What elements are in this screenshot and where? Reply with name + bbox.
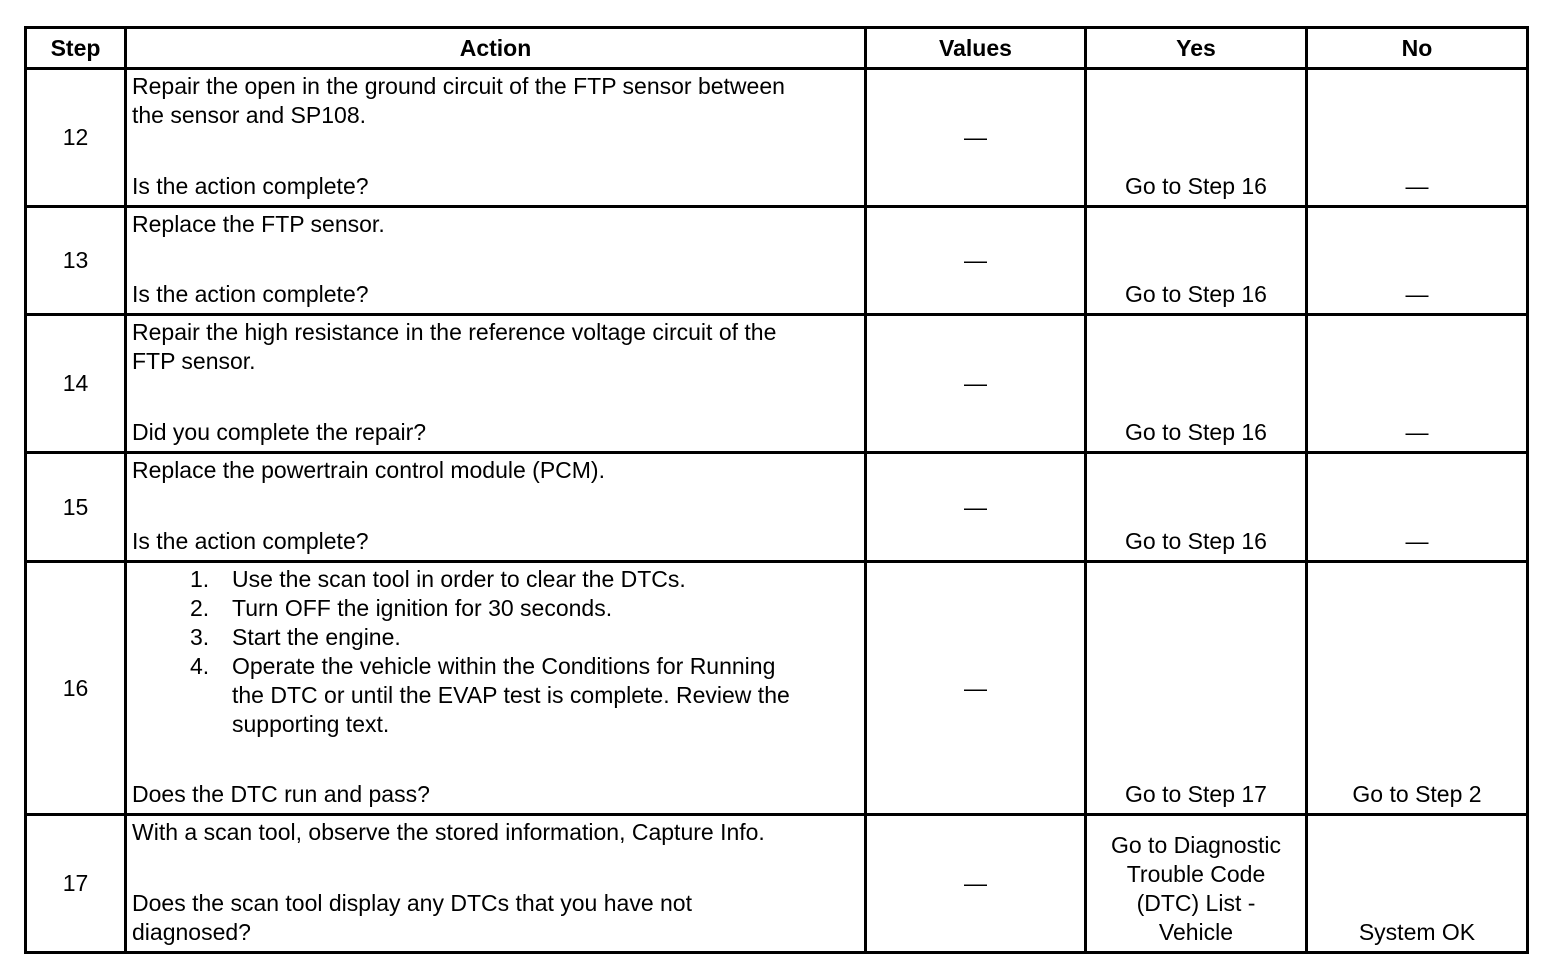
- no-cell: [1307, 207, 1528, 315]
- header-action: Action: [126, 28, 866, 69]
- yes-text: Trouble Code: [1126, 861, 1266, 887]
- step-number: 15: [26, 453, 126, 562]
- header-step: Step: [26, 28, 126, 69]
- action-cell: [126, 207, 866, 315]
- no-cell: [1307, 815, 1528, 953]
- no-text: —: [1405, 528, 1429, 554]
- list-number: 4.: [190, 653, 210, 679]
- values-cell: [866, 69, 1086, 207]
- values-dash: —: [964, 674, 987, 701]
- no-text: System OK: [1358, 919, 1476, 945]
- yes-cell: [1086, 562, 1307, 815]
- yes-cell: [1086, 69, 1307, 207]
- yes-text: Go to Step 17: [1125, 781, 1267, 807]
- values-dash: —: [964, 247, 987, 273]
- procedure-list: [132, 565, 858, 739]
- action-line: Repair the high resistance in the reference voltage circuit of the: [132, 319, 777, 345]
- values-dash: —: [964, 124, 987, 150]
- yes-text: Go to Step 16: [1125, 528, 1267, 554]
- action-question: Is the action complete?: [132, 528, 369, 554]
- list-text: the DTC or until the EVAP test is complete. Review the: [232, 682, 790, 708]
- action-cell: [126, 562, 866, 815]
- list-number: 1.: [190, 566, 210, 592]
- list-number: 3.: [190, 624, 210, 650]
- action-line: the sensor and SP108.: [132, 102, 366, 128]
- header-values: Values: [866, 28, 1086, 69]
- action-cell: [126, 815, 866, 953]
- list-text: Use the scan tool in order to clear the DTCs.: [232, 566, 686, 592]
- list-item: [190, 652, 858, 739]
- yes-cell: [1086, 315, 1307, 453]
- yes-text: (DTC) List -: [1136, 890, 1256, 916]
- list-text: supporting text.: [232, 711, 390, 737]
- yes-text: Go to Step 16: [1125, 281, 1267, 307]
- step-number: 14: [26, 315, 126, 453]
- action-question: Did you complete the repair?: [132, 419, 427, 445]
- action-question: diagnosed?: [132, 919, 251, 945]
- no-text: —: [1405, 173, 1429, 199]
- list-item: [190, 565, 858, 594]
- yes-cell: [1086, 453, 1307, 562]
- action-line: FTP sensor.: [132, 348, 256, 374]
- action-question: Is the action complete?: [132, 173, 369, 199]
- yes-text: Vehicle: [1158, 919, 1234, 945]
- table-row: [26, 562, 1528, 815]
- table-row: [26, 69, 1528, 207]
- table-row: [26, 815, 1528, 953]
- values-dash: —: [964, 493, 987, 520]
- no-text: —: [1405, 281, 1429, 307]
- action-line: Repair the open in the ground circuit of the FTP sensor between: [132, 73, 785, 99]
- action-cell: [126, 315, 866, 453]
- yes-cell: [1086, 207, 1307, 315]
- header-yes: Yes: [1086, 28, 1307, 69]
- diagnostic-table: [24, 26, 1529, 954]
- step-number: 17: [26, 815, 126, 953]
- step-number: 12: [26, 69, 126, 207]
- no-cell: [1307, 453, 1528, 562]
- table-row: [26, 453, 1528, 562]
- no-text: Go to Step 2: [1352, 781, 1482, 807]
- header-no: No: [1307, 28, 1528, 69]
- list-number: 2.: [190, 595, 210, 621]
- list-text: Turn OFF the ignition for 30 seconds.: [232, 595, 613, 621]
- values-dash: —: [964, 870, 987, 896]
- values-cell: [866, 562, 1086, 815]
- action-line: With a scan tool, observe the stored information, Capture Info.: [132, 819, 765, 845]
- values-cell: [866, 815, 1086, 953]
- step-number: 16: [26, 562, 126, 815]
- list-text: Start the engine.: [232, 624, 401, 650]
- list-text: Operate the vehicle within the Conditions for Running: [232, 653, 776, 679]
- yes-cell: [1086, 815, 1307, 953]
- action-line: Replace the powertrain control module (PCM).: [132, 457, 605, 483]
- no-cell: [1307, 315, 1528, 453]
- list-item: [190, 623, 858, 652]
- action-question: Does the scan tool display any DTCs that you have not: [132, 890, 692, 916]
- step-number: 13: [26, 207, 126, 315]
- no-cell: [1307, 562, 1528, 815]
- action-cell: [126, 69, 866, 207]
- action-line: Replace the FTP sensor.: [132, 211, 385, 237]
- values-dash: —: [964, 370, 987, 396]
- action-question: Does the DTC run and pass?: [132, 781, 430, 807]
- yes-text: Go to Step 16: [1125, 173, 1267, 199]
- values-cell: [866, 453, 1086, 562]
- values-cell: [866, 315, 1086, 453]
- values-cell: [866, 207, 1086, 315]
- header-row: [26, 28, 1528, 69]
- table-row: [26, 315, 1528, 453]
- list-item: [190, 594, 858, 623]
- no-cell: [1307, 69, 1528, 207]
- action-question: Is the action complete?: [132, 281, 369, 307]
- no-text: —: [1405, 419, 1429, 445]
- action-cell: [126, 453, 866, 562]
- table-row: [26, 207, 1528, 315]
- yes-text: Go to Diagnostic: [1110, 832, 1282, 858]
- yes-text: Go to Step 16: [1125, 419, 1267, 445]
